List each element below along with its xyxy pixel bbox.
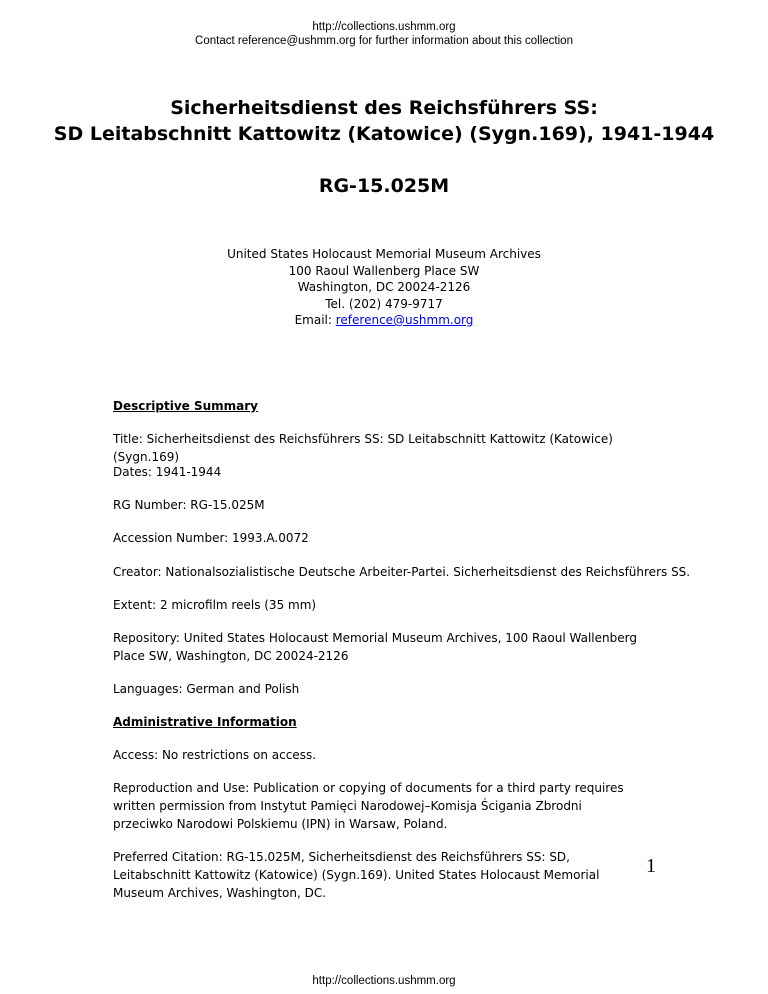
email-line: [0, 312, 768, 328]
email-link[interactable]: reference@ushmm.org: [335, 313, 474, 327]
header-url: http://collections.ushmm.org: [312, 21, 456, 33]
document-title-line1: Sicherheitsdienst des Reichsführers SS:: [170, 97, 598, 119]
summary-dates: Dates: 1941-1944: [113, 465, 222, 479]
summary-accession: Accession Number: 1993.A.0072: [113, 531, 309, 545]
institution-name: United States Holocaust Memorial Museum Archives: [227, 247, 541, 261]
administrative-information-heading: Administrative Information: [113, 715, 297, 729]
document-title-line2: SD Leitabschnitt Kattowitz (Katowice) (Sygn.169), 1941-1944: [53, 123, 715, 145]
summary-repository: Repository: United States Holocaust Memorial Museum Archives, 100 Raoul Wallenberg Place SW, Washington, DC 20024-2126: [113, 631, 637, 663]
header-contact: Contact reference@ushmm.org for further information about this collection: [195, 35, 573, 47]
summary-extent: Extent: 2 microfilm reels (35 mm): [113, 598, 317, 612]
city-address: Washington, DC 20024-2126: [297, 280, 471, 294]
page-number: 1: [646, 855, 656, 877]
summary-languages: Languages: German and Polish: [113, 682, 300, 696]
email-label: Email:: [294, 313, 336, 327]
admin-citation: Preferred Citation: RG-15.025M, Sicherheitsdienst des Reichsführers SS: SD, Leitabschnitt Kattowitz (Katowice) (Sygn.169). United States Holocaust Memorial Museum Archives, Washington, DC.: [113, 850, 600, 900]
summary-creator: Creator: Nationalsozialistische Deutsche Arbeiter-Partei. Sicherheitsdienst des Reichsführers SS.: [113, 565, 691, 579]
phone-number: Tel. (202) 479-9717: [325, 297, 443, 311]
footer-url: http://collections.ushmm.org: [312, 975, 456, 987]
summary-rg-number: RG Number: RG-15.025M: [113, 498, 265, 512]
admin-reproduction: Reproduction and Use: Publication or copying of documents for a third party requires written permission from Instytut Pamięci Narodowej–Komisja Ścigania Zbrodni przeciwko Narodowi Polskiemu (IPN) in Warsaw, Poland.: [113, 781, 624, 831]
street-address: 100 Raoul Wallenberg Place SW: [288, 264, 480, 278]
rg-number-heading: RG-15.025M: [318, 175, 450, 197]
summary-title: Title: Sicherheitsdienst des Reichsführers SS: SD Leitabschnitt Kattowitz (Katowice) (Sygn.169): [113, 432, 613, 464]
descriptive-summary-heading: Descriptive Summary: [113, 399, 258, 413]
admin-access: Access: No restrictions on access.: [113, 748, 317, 762]
